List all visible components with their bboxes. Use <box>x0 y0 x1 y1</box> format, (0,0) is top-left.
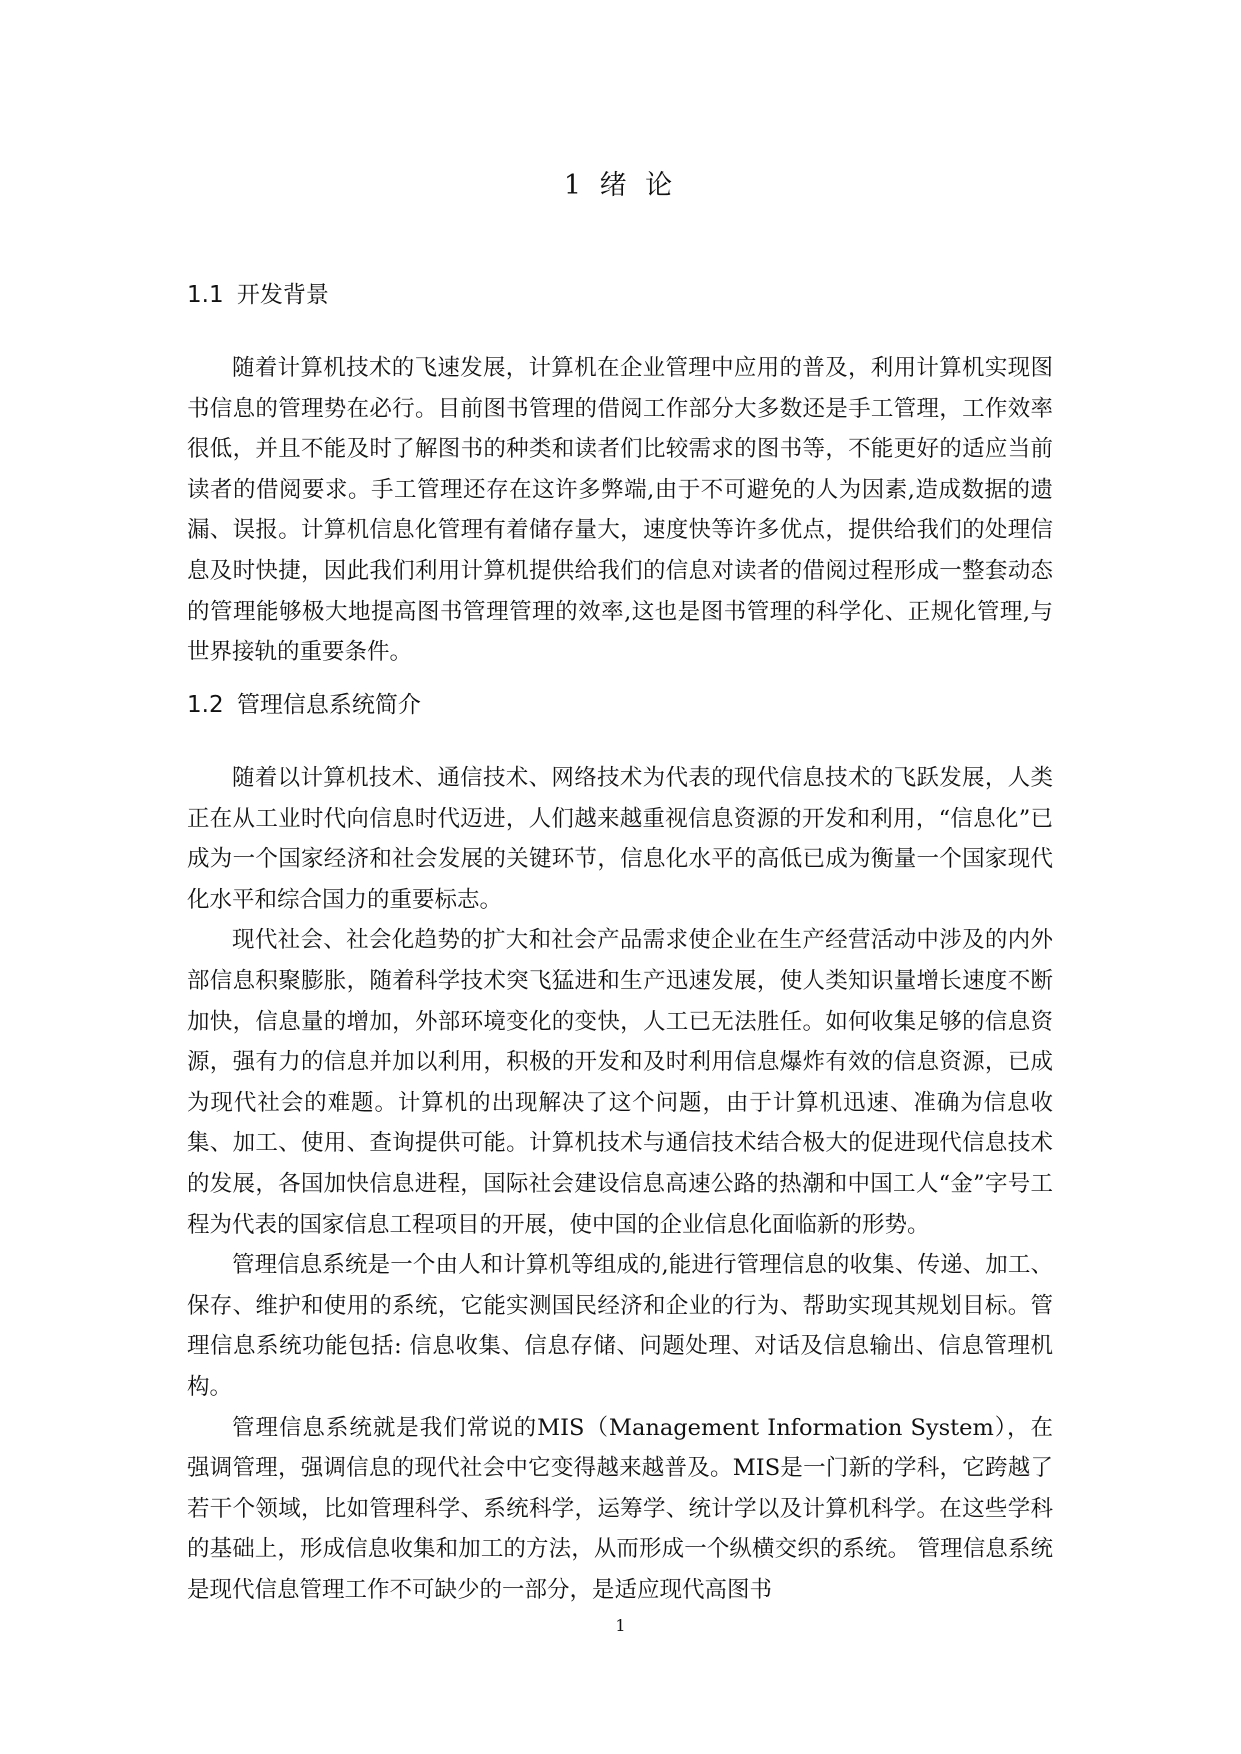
paragraph: 管理信息系统就是我们常说的MIS（Management Information System），在强调管理，强调信息的现代社会中它变得越来越普及。MIS是一门新的学科，它跨越了若干个领域，比如管理科学、系统科学，运筹学、统计学以及计算机科学。在这些学科的基础上，形成信息收集和加工的方法，从而形成一个纵横交织的系统。 管理信息系统是现代信息管理工作不可缺少的一部分，是适应现代高图书 <box>187 1414 1053 1603</box>
section-body-background <box>187 348 1053 673</box>
section-heading-background: 1.1 开发背景 <box>187 282 329 308</box>
paragraph: 随着计算机技术的飞速发展，计算机在企业管理中应用的普及，利用计算机实现图书信息的管理势在必行。目前图书管理的借阅工作部分大多数还是手工管理，工作效率很低，并且不能及时了解图书的种类和读者们比较需求的图书等，不能更好的适应当前读者的借阅要求。手工管理还存在这许多弊端,由于不可避免的人为因素,造成数据的遗漏、误报。计算机信息化管理有着储存量大，速度快等许多优点，提供给我们的处理信息及时快捷，因此我们利用计算机提供给我们的信息对读者的借阅过程形成一整套动态的管理能够极大地提高图书管理管理的效率,这也是图书管理的科学化、正规化管理,与世界接轨的重要条件。 <box>187 355 1053 666</box>
paragraph: 管理信息系统是一个由人和计算机等组成的,能进行管理信息的收集、传递、加工、保存、维护和使用的系统，它能实测国民经济和企业的行为、帮助实现其规划目标。管理信息系统功能包括: 信息收集、信息存储、问题处理、对话及信息输出、信息管理机构。 <box>187 1252 1053 1400</box>
page-number: 1 <box>615 1616 626 1635</box>
section-body-mis-intro <box>187 758 1053 1610</box>
section-heading-mis-intro: 1.2 管理信息系统简介 <box>187 692 421 718</box>
paragraph: 随着以计算机技术、通信技术、网络技术为代表的现代信息技术的飞跃发展，人类正在从工业时代向信息时代迈进，人们越来越重视信息资源的开发和利用，“信息化”已成为一个国家经济和社会发展的关键环节，信息化水平的高低已成为衡量一个国家现代化水平和综合国力的重要标志。 <box>187 765 1053 913</box>
chapter-title: 1 绪 论 <box>563 170 678 201</box>
paragraph: 现代社会、社会化趋势的扩大和社会产品需求使企业在生产经营活动中涉及的内外部信息积聚膨胀，随着科学技术突飞猛进和生产迅速发展，使人类知识量增长速度不断加快，信息量的增加，外部环境变化的变快，人工已无法胜任。如何收集足够的信息资源，强有力的信息并加以利用，积极的开发和及时利用信息爆炸有效的信息资源，已成为现代社会的难题。计算机的出现解决了这个问题，由于计算机迅速、准确为信息收集、加工、使用、查询提供可能。计算机技术与通信技术结合极大的促进现代信息技术的发展，各国加快信息进程，国际社会建设信息高速公路的热潮和中国工人“金”字号工程为代表的国家信息工程项目的开展，使中国的企业信息化面临新的形势。 <box>187 927 1053 1238</box>
